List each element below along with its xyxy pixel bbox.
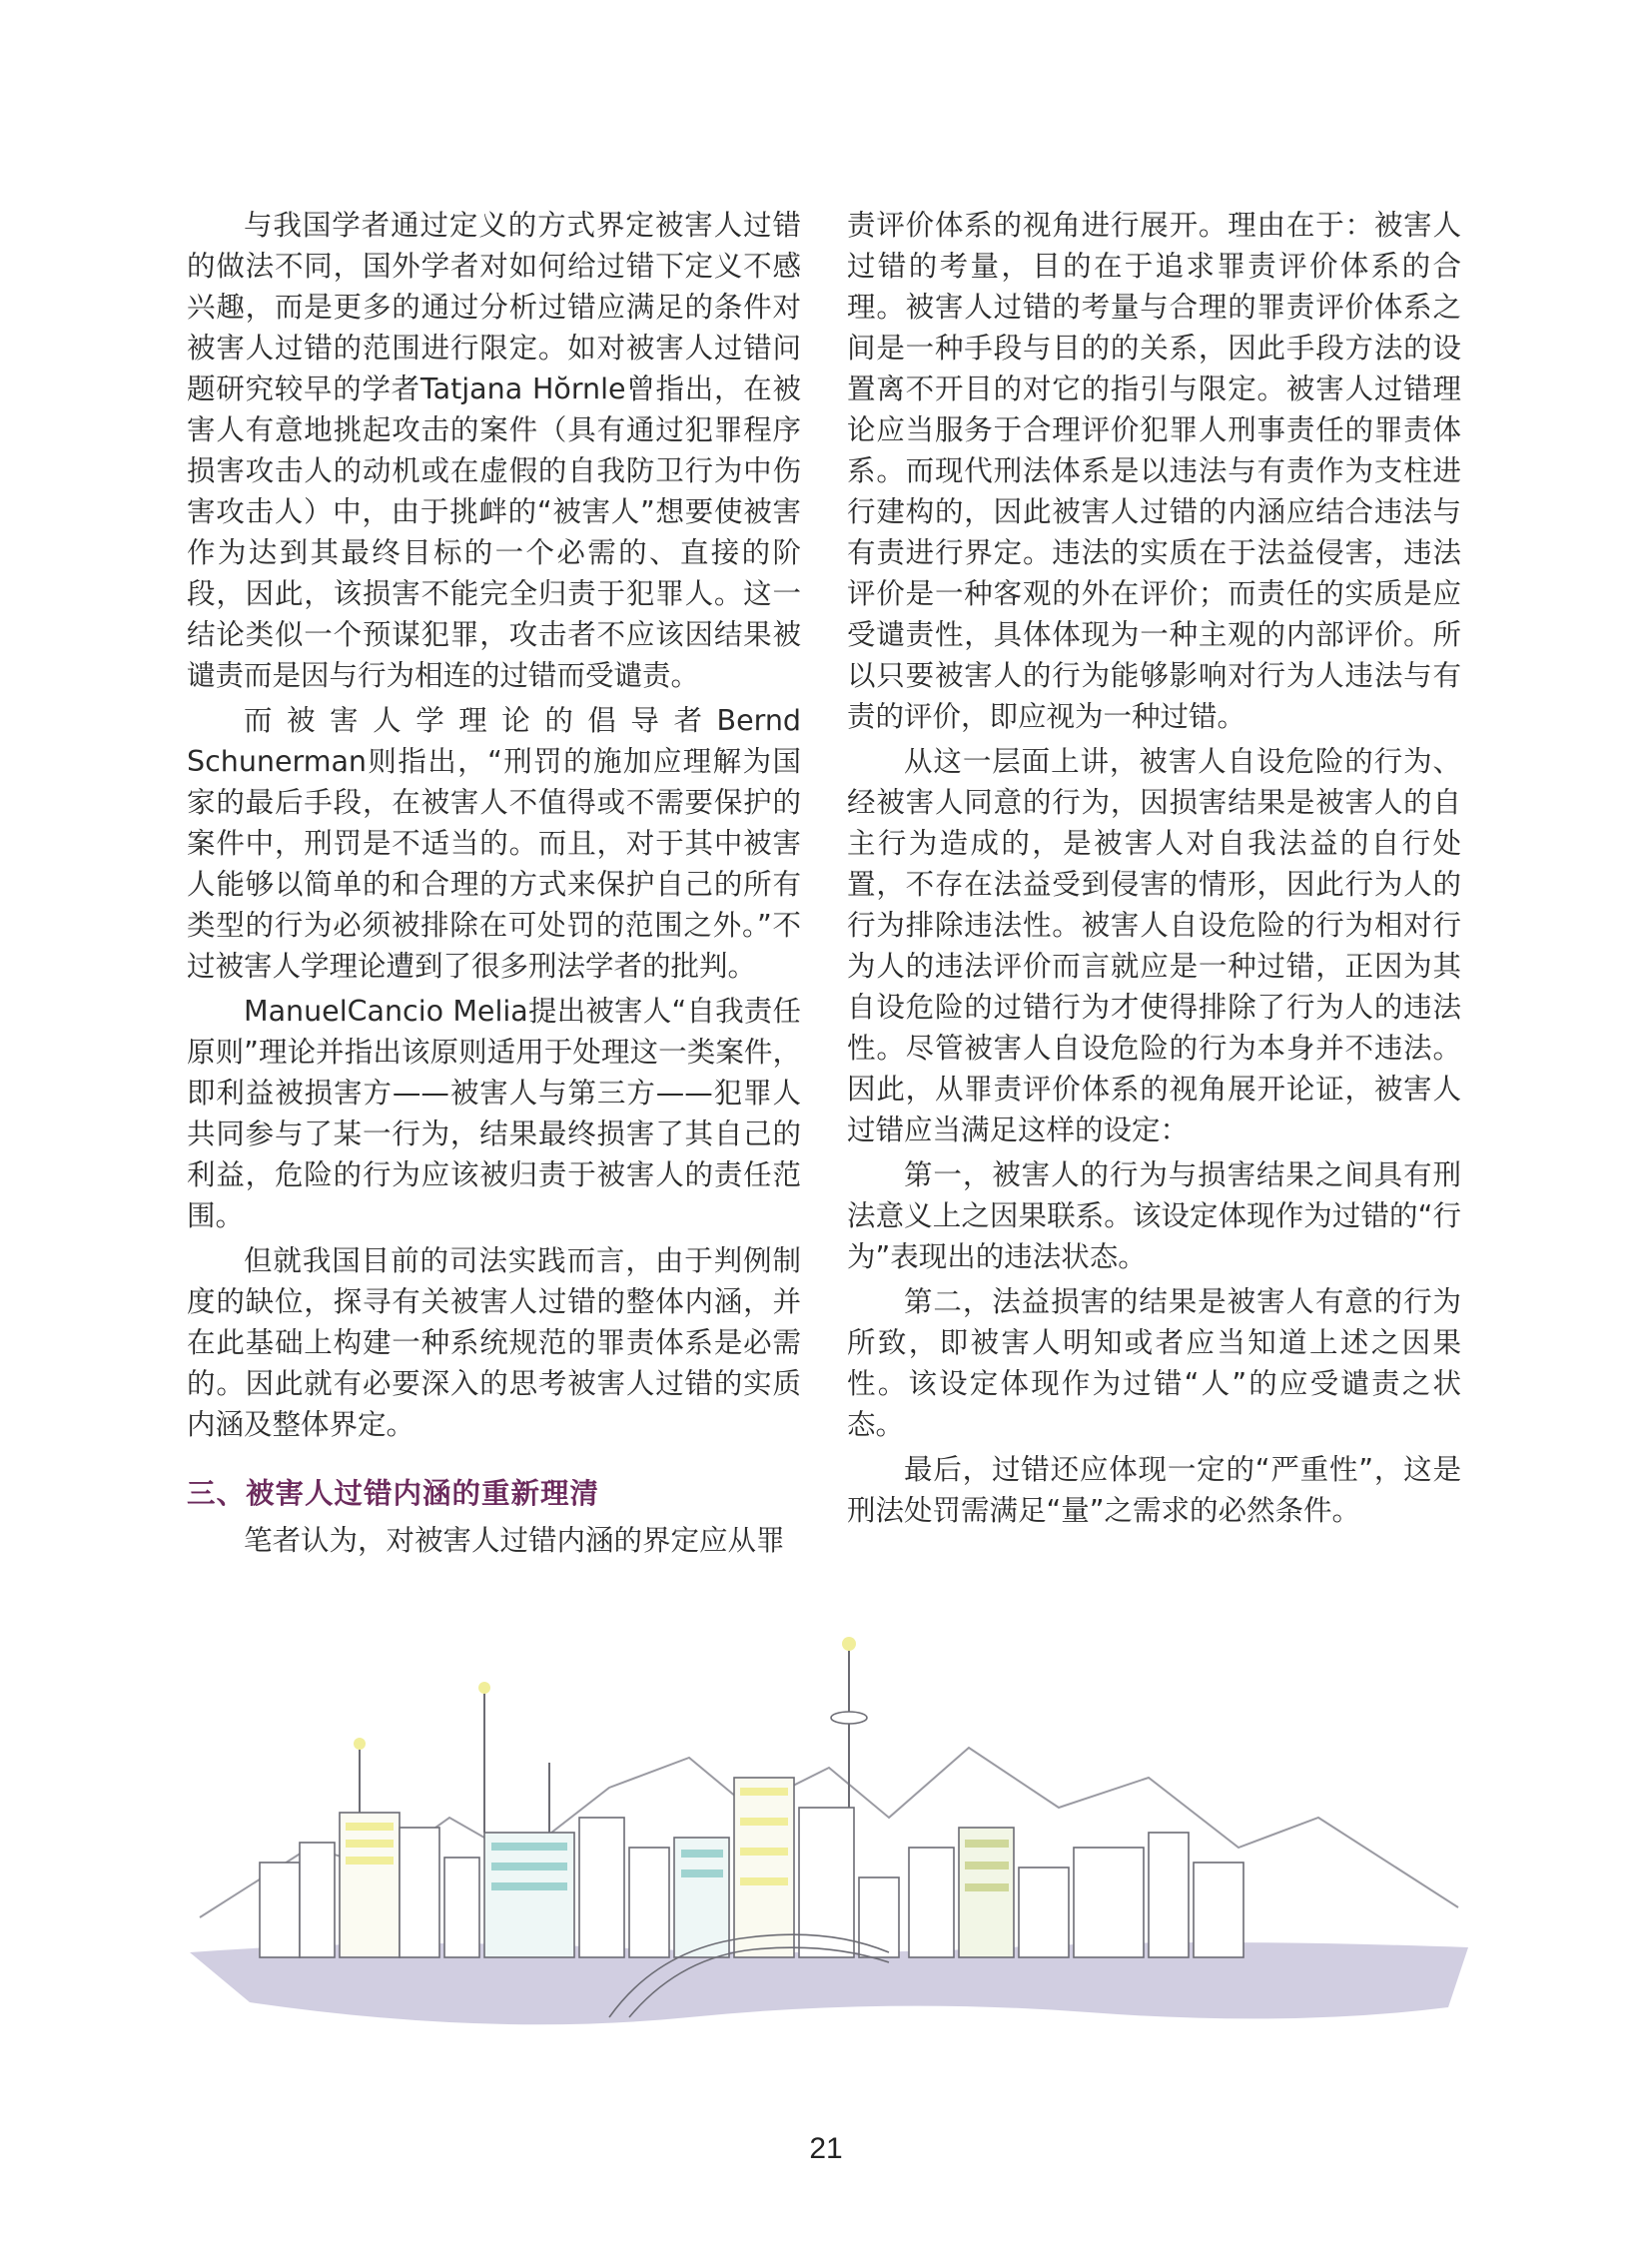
paragraph: 与我国学者通过定义的方式界定被害人过错的做法不同，国外学者对如何给过错下定义不感兴趣，而是更多的通过分析过错应满足的条件对被害人过错的范围进行限定。如对被害人过错问题研究较早的学者Tatjana Hŏrnle曾指出，在被害人有意地挑起攻击的案件（具有通过犯罪程序损害攻击人的动机或在虚假的自我防卫行为中伤害攻击人）中，由于挑衅的“被害人”想要使被害作为达到其最终目标的一个必需的、直接的阶段，因此，该损害不能完全归责于犯罪人。这一结论类似一个预谋犯罪，攻击者不应该因结果被谴责而是因与行为相连的过错而受谴责。: [187, 209, 801, 692]
paragraph: 笔者认为，对被害人过错内涵的界定应从罪: [244, 1524, 785, 1557]
left-column: [187, 205, 801, 1565]
paragraph: 从这一层面上讲，被害人自设危险的行为、经被害人同意的行为，因损害结果是被害人的自主行为造成的，是被害人对自我法益的自行处置，不存在法益受到侵害的情形，因此行为人的行为排除违法性。被害人自设危险的行为相对行为人的违法评价而言就应是一种过错，正因为其自设危险的过错行为才使得排除了行为人的违法性。尽管被害人自设危险的行为本身并不违法。因此，从罪责评价体系的视角展开论证，被害人过错应当满足这样的设定：: [847, 745, 1461, 1146]
paragraph: 但就我国目前的司法实践而言，由于判例制度的缺位，探寻有关被害人过错的整体内涵，并在此基础上构建一种系统规范的罪责体系是必需的。因此就有必要深入的思考被害人过错的实质内涵及整体界定。: [187, 1244, 801, 1441]
paragraph: 最后，过错还应体现一定的“严重性”，这是刑法处罚需满足“量”之需求的必然条件。: [847, 1453, 1461, 1527]
city-skyline-icon: [190, 1618, 1468, 2037]
paragraph: 第一，被害人的行为与损害结果之间具有刑法意义上之因果联系。该设定体现作为过错的“行为”表现出的违法状态。: [847, 1158, 1461, 1273]
paragraph: 第二，法益损害的结果是被害人有意的行为所致，即被害人明知或者应当知道上述之因果性。该设定体现作为过错“人”的应受谴责之状态。: [847, 1285, 1461, 1441]
paragraph: ManuelCancio Melia提出被害人“自我责任原则”理论并指出该原则适用于处理这一类案件，即利益被损害方——被害人与第三方——犯罪人共同参与了某一行为，结果最终损害了其自己的利益，危险的行为应该被归责于被害人的责任范围。: [187, 995, 801, 1232]
paragraph: 而被害人学理论的倡导者Bernd Schunerman则指出，“刑罚的施加应理解为国家的最后手段，在被害人不值得或不需要保护的案件中，刑罚是不适当的。而且，对于其中被害人能够以简单的和合理的方式来保护自己的所有类型的行为必须被排除在可处罚的范围之外。”不过被害人学理论遭到了很多刑法学者的批判。: [187, 704, 801, 983]
page-number: 21: [809, 2132, 843, 2165]
paragraph-continuation: 责评价体系的视角进行展开。理由在于：被害人过错的考量，目的在于追求罪责评价体系的合理。被害人过错的考量与合理的罪责评价体系之间是一种手段与目的的关系，因此手段方法的设置离不开目的对它的指引与限定。被害人过错理论应当服务于合理评价犯罪人刑事责任的罪责体系。而现代刑法体系是以违法与有责作为支柱进行建构的，因此被害人过错的内涵应结合违法与有责进行界定。违法的实质在于法益侵害，违法评价是一种客观的外在评价；而责任的实质是应受谴责性，具体体现为一种主观的内部评价。所以只要被害人的行为能够影响对行为人违法与有责的评价，即应视为一种过错。: [847, 209, 1461, 733]
section-heading: 三、被害人过错内涵的重新理清: [187, 1477, 600, 1510]
right-column: [847, 205, 1461, 1535]
